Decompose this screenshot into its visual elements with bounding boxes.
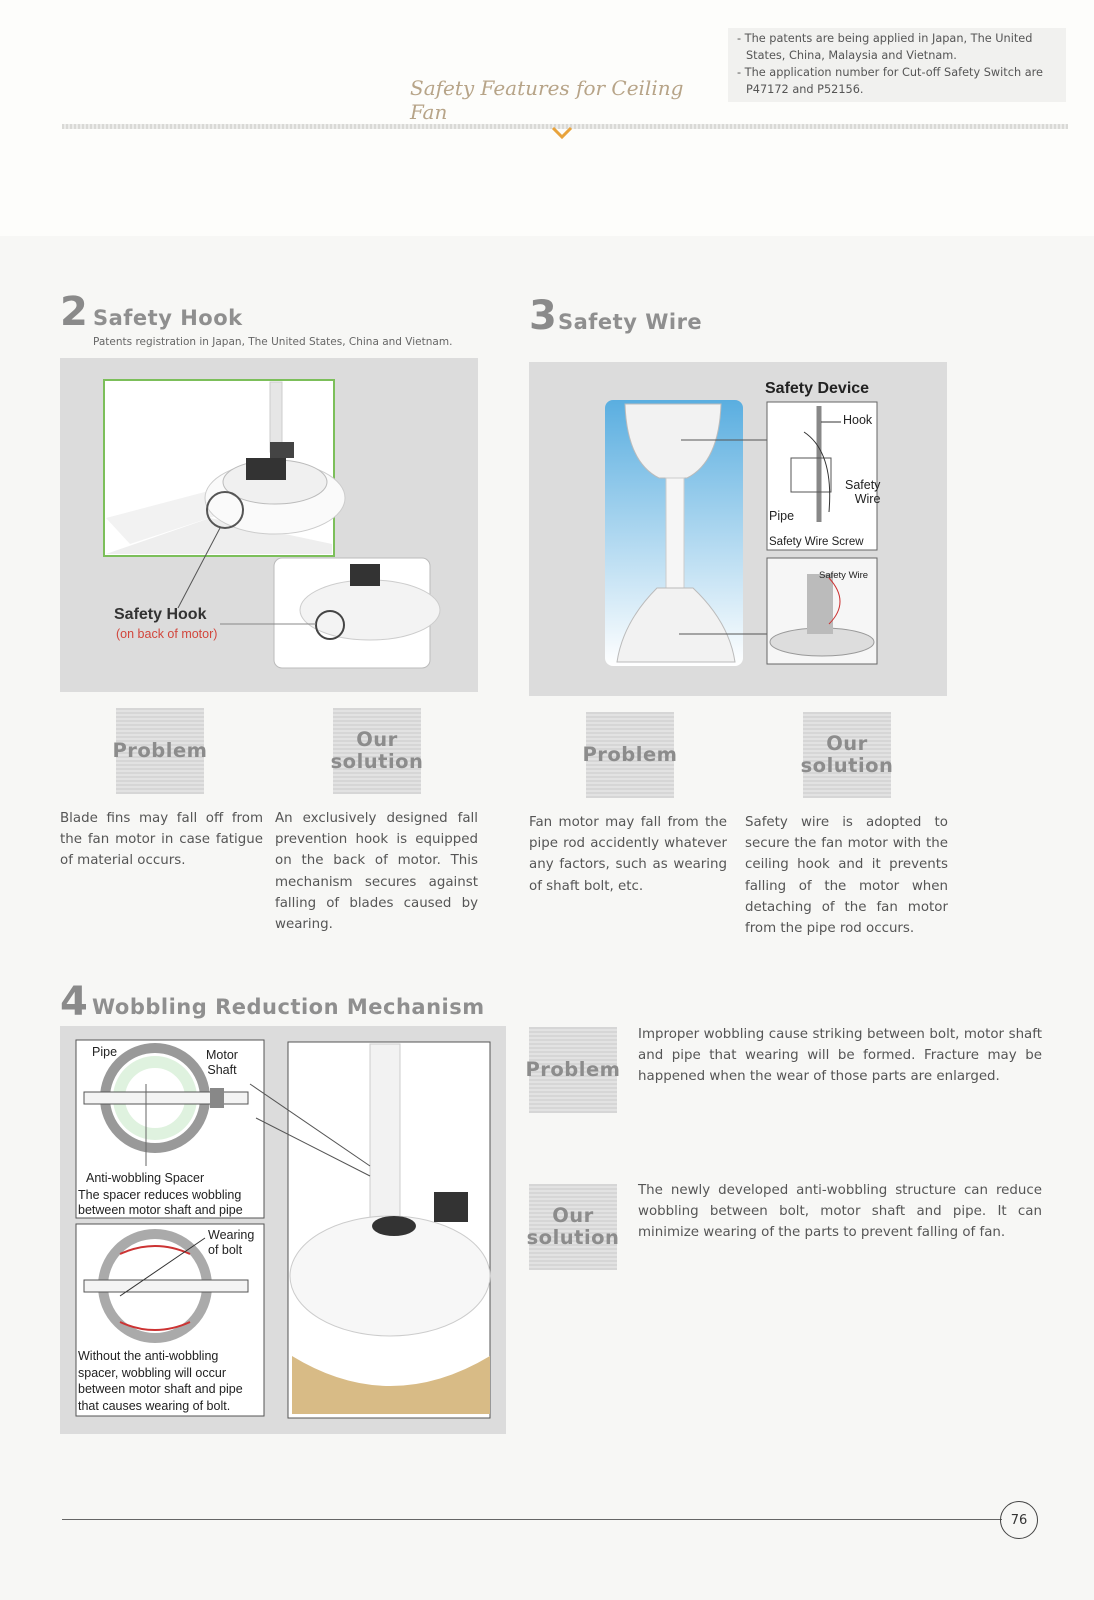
label-safety-wire-small: Safety Wire: [819, 570, 869, 581]
page-number: 76: [1000, 1501, 1038, 1539]
patent-note-2: - The application number for Cut-off Safety Switch are P47172 and P52156.: [737, 66, 1043, 96]
wire-problem-label: Problem: [586, 712, 674, 798]
label-wearing-of-bolt: [208, 1228, 254, 1258]
wobble-solution-label-line2: solution: [526, 1226, 620, 1249]
section-2-title: Safety Hook: [93, 306, 243, 330]
section-2-number: 2: [60, 289, 88, 335]
wobble-solution-label: [526, 1184, 620, 1270]
label-wearing-line1: Wearing: [208, 1228, 255, 1242]
wobble-problem-label: Problem: [529, 1027, 617, 1113]
hook-solution-label: [330, 708, 424, 794]
hook-problem-text: Blade fins may fall off from the fan motor in case fatigue of material occurs.: [60, 811, 263, 869]
safety-hook-callout: Safety Hook: [114, 606, 207, 623]
without-line3: between motor shaft and pipe: [78, 1382, 243, 1396]
without-spacer-description: [78, 1348, 243, 1414]
safety-hook-illustration: [60, 358, 478, 692]
wobbling-figure: [60, 1026, 506, 1434]
label-safety-wire-line1: Safety: [845, 478, 881, 492]
wire-problem-text: Fan motor may fall from the pipe rod accidently whatever any factors, such as wearing of shaft bolt, etc.: [529, 815, 727, 894]
chevron-down-icon: [551, 126, 573, 140]
wobble-solution-label-line1: Our: [552, 1204, 594, 1227]
wire-solution-label: [800, 712, 894, 798]
label-pipe-wobble: Pipe: [92, 1045, 118, 1059]
patent-notes: [728, 28, 1066, 102]
hook-solution-label-line2: solution: [330, 750, 424, 773]
label-safety-wire-line2: Wire: [854, 492, 881, 506]
label-motor-shaft-line1: Motor: [206, 1048, 238, 1062]
page-title: Safety Features for Ceiling Fan: [410, 76, 684, 124]
safety-wire-illustration: [529, 362, 947, 696]
label-anti-wobbling-spacer: Anti-wobbling Spacer: [86, 1171, 205, 1185]
without-line1: Without the anti-wobbling: [78, 1349, 219, 1363]
section-2-subtitle: Patents registration in Japan, The United States, China and Vietnam.: [93, 336, 453, 348]
section-4-title: Wobbling Reduction Mechanism: [92, 995, 485, 1019]
label-motor-shaft-line2: Shaft: [207, 1063, 237, 1077]
section-3-number: 3: [529, 293, 557, 339]
safety-wire-figure: [529, 362, 947, 696]
label-safety-wire: [845, 478, 880, 506]
hook-problem-label: Problem: [116, 708, 204, 794]
wire-solution-label-line2: solution: [800, 754, 894, 777]
without-line4: that causes wearing of bolt.: [78, 1398, 231, 1413]
label-pipe: Pipe: [769, 509, 795, 523]
spacer-desc-line2: between motor shaft and pipe: [78, 1203, 243, 1217]
footer-divider: [62, 1519, 1002, 1520]
section-3-title: Safety Wire: [558, 310, 703, 334]
wire-solution-text: Safety wire is adopted to secure the fan motor with the ceiling hook and it prevents falling of the motor when detaching of the fan motor from the pipe rod occurs.: [745, 815, 948, 937]
safety-device-title: Safety Device: [765, 380, 870, 397]
label-wearing-line2: of bolt: [208, 1243, 243, 1257]
label-hook: Hook: [843, 413, 873, 427]
patent-note-1: - The patents are being applied in Japan, The United States, China, Malaysia and Vietnam.: [737, 32, 1033, 62]
label-motor-shaft: [206, 1048, 238, 1078]
spacer-desc-line1: The spacer reduces wobbling: [78, 1188, 242, 1202]
wobble-solution-text: The newly developed anti-wobbling structure can reduce wobbling between bolt, motor shaft and pipe. It can minimize wearing of the parts to prevent falling of fan.: [638, 1183, 1042, 1241]
section-4-number: 4: [60, 979, 88, 1025]
hook-solution-text: An exclusively designed fall prevention hook is equipped on the back of motor. This mechanism secures against falling of blades caused by wearing.: [275, 811, 478, 933]
safety-hook-callout-sub: (on back of motor): [116, 627, 218, 641]
hook-solution-label-line1: Our: [356, 728, 398, 751]
label-safety-wire-screw: Safety Wire Screw: [769, 536, 864, 548]
spacer-description: [78, 1188, 243, 1218]
wire-solution-label-line1: Our: [826, 732, 868, 755]
safety-hook-figure: [60, 358, 478, 692]
wobble-problem-text: Improper wobbling cause striking between bolt, motor shaft and pipe that wearing will be formed. Fracture may be happened when the wear of those parts are enlarged.: [638, 1027, 1042, 1085]
without-line2: spacer, wobbling will occur: [78, 1365, 226, 1380]
